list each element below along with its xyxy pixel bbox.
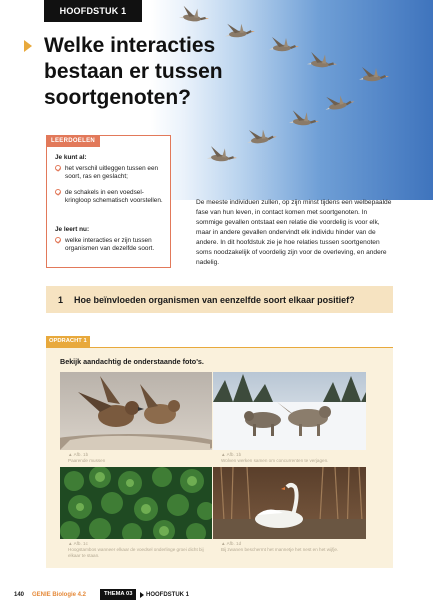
photo-caption-3: ▲ Afb. 1c Hoogstambos wanneer elkaar de voedsel onderlinge groei dicht bij elkaar te staan.	[68, 541, 204, 558]
goal-item: welke interacties er zijn tussen organismen van dezelfde soort.	[55, 237, 167, 254]
photo-caption-4: ▲ Afb. 1d Bij zwanen beschermt het mannetje het nest en het wijfje.	[221, 541, 339, 552]
section-title: Hoe beïnvloeden organismen van eenzelfde soort elkaar positief?	[74, 295, 355, 305]
photo-plants	[60, 467, 212, 539]
footer-chapter: HOOFDSTUK 1	[146, 592, 190, 598]
breadcrumb-arrow-icon	[140, 592, 144, 598]
check-circle-icon	[55, 165, 61, 171]
goal-item: het verschil uitleggen tussen een soort, ras en geslacht;	[55, 165, 167, 182]
chapter-tag: HOOFDSTUK 1	[44, 0, 142, 22]
photo-sparrows	[60, 372, 212, 450]
title-arrow-icon	[24, 40, 32, 52]
sparrows-image	[60, 372, 212, 450]
wolves-image	[213, 372, 366, 450]
photo-swan	[213, 467, 366, 539]
learn-label: Je leert nu:	[55, 226, 90, 233]
plants-image	[60, 467, 212, 539]
theme-tag: THEMA 03	[100, 589, 136, 600]
photo-wolves	[213, 372, 366, 450]
learning-goals-heading: LEERDOELEN	[46, 135, 100, 147]
page-number: 140	[14, 592, 25, 598]
goal-item: de schakels in een voedsel-kringloop schematisch voorstellen.	[55, 189, 167, 206]
learning-goals-box	[46, 135, 171, 268]
intro-paragraph: De meeste individuen zullen, op zijn minst tijdens een welbepaalde fase van hun leven, in contact komen met soortgenoten. In sommige gevallen ontstaat een relatie die voordelig is voor elk, maar in andere gevallen ondervindt elk individu hinder van de andere. In dit hoofdstuk zie je hoe relaties tussen soortgenoten soms noodzakelijk of voordelig zijn voor de overleving, en andere nadelig.	[196, 199, 392, 266]
assignment-tag: OPDRACHT 1	[46, 336, 90, 347]
check-circle-icon	[55, 237, 61, 243]
swan-image	[213, 467, 366, 539]
section-number: 1	[58, 295, 64, 305]
photo-caption-1: ▲ Afb. 1b Paarende mussen	[68, 452, 106, 463]
book-title: GENIE Biologie 4.2	[32, 592, 87, 598]
check-circle-icon	[55, 189, 61, 195]
assignment-instruction: Bekijk aandachtig de onderstaande foto's.	[60, 357, 204, 366]
known-label: Je kunt al:	[55, 154, 87, 161]
photo-caption-2: ▲ Afb. 1b Wolven werken samen om concurrenten te verjagen.	[221, 452, 329, 463]
page-title: Welke interacties bestaan er tussen soortgenoten?	[44, 34, 223, 109]
